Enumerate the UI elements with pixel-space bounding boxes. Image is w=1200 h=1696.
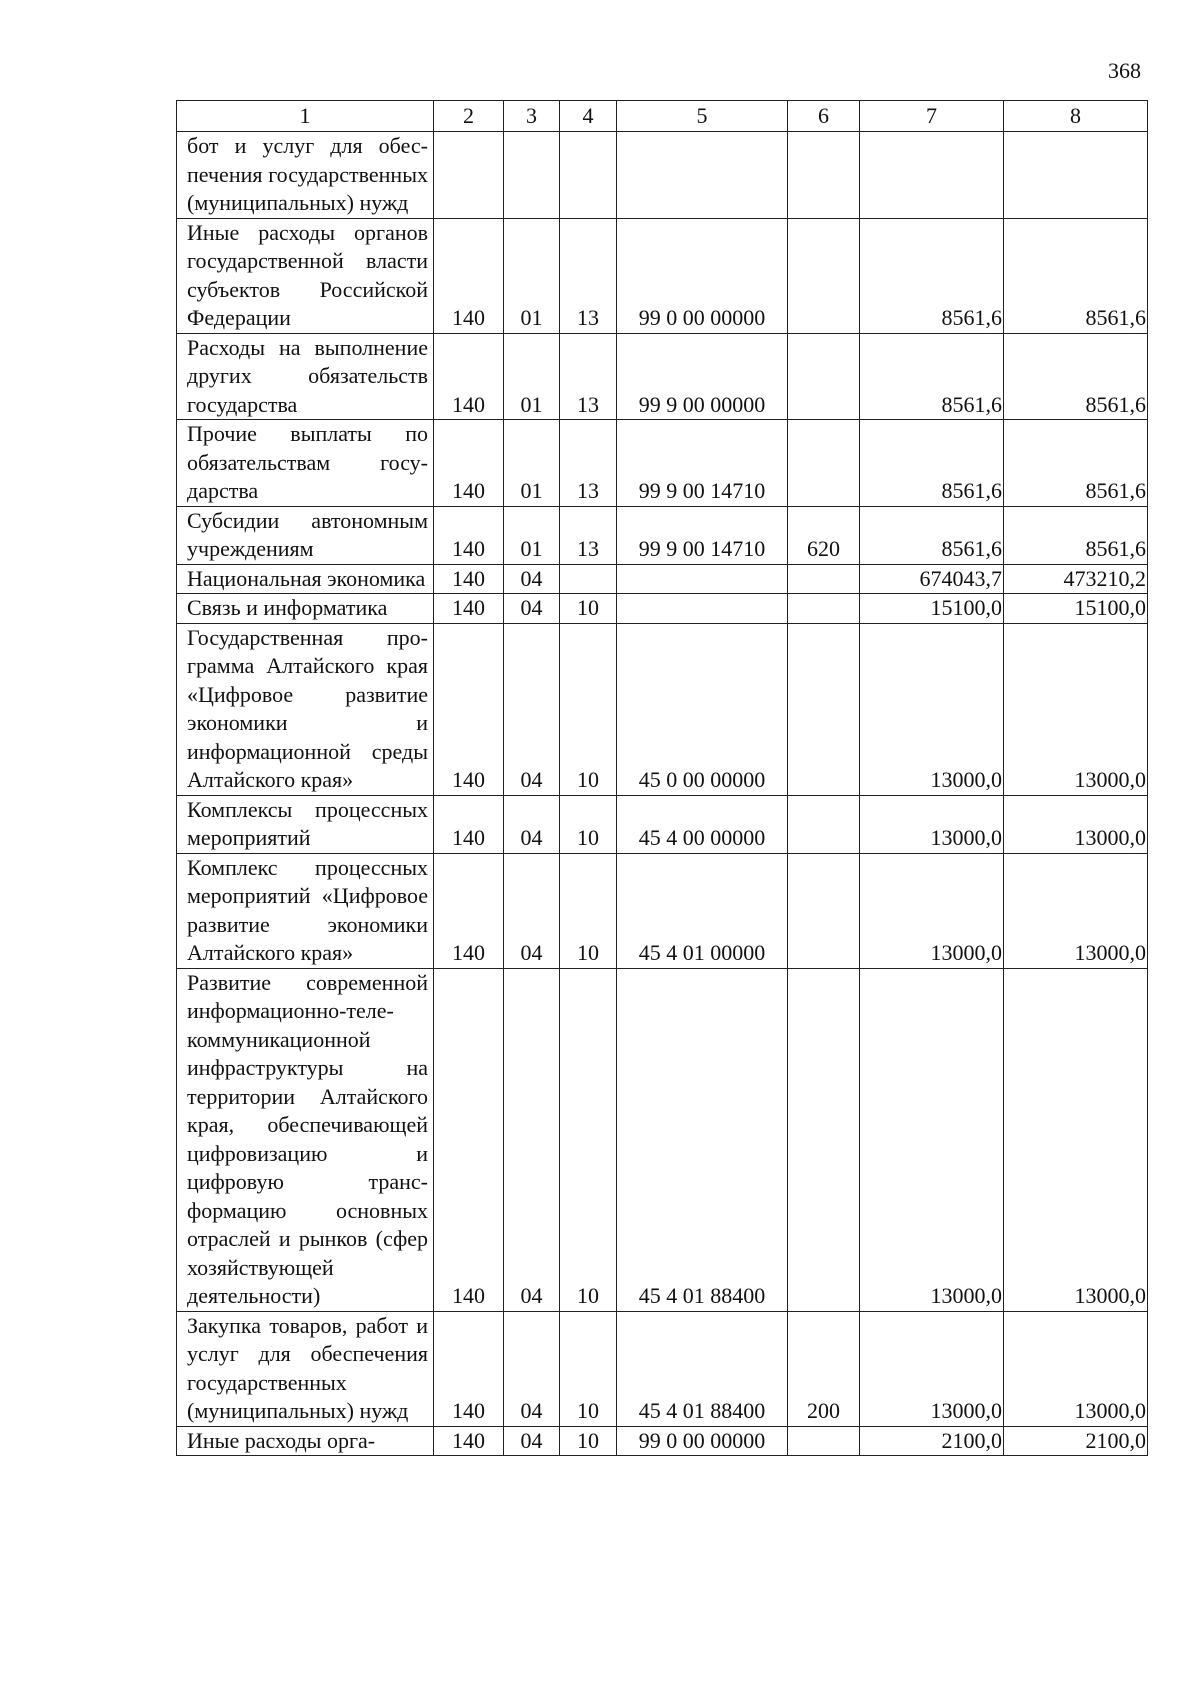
code-section: 04 (504, 1426, 560, 1456)
code-expense-type (788, 218, 860, 333)
amount-year-1: 8561,6 (860, 333, 1004, 420)
amount-year-1: 13000,0 (860, 623, 1004, 795)
amount-year-2: 13000,0 (1004, 623, 1148, 795)
column-header-8: 8 (1004, 101, 1148, 132)
code-subsection: 13 (560, 506, 617, 564)
code-subsection: 10 (560, 795, 617, 853)
row-name: Расходы на выполнение других обязательств государства (177, 333, 434, 420)
code-subsection: 13 (560, 333, 617, 420)
code-expense-type (788, 623, 860, 795)
code-expense-type (788, 132, 860, 219)
code-admin: 140 (434, 333, 504, 420)
amount-year-2: 2100,0 (1004, 1426, 1148, 1456)
code-section: 04 (504, 594, 560, 624)
code-target: 45 4 00 00000 (617, 795, 788, 853)
table-row (177, 853, 1148, 968)
amount-year-2: 8561,6 (1004, 420, 1148, 507)
code-subsection: 10 (560, 968, 617, 1311)
code-admin: 140 (434, 853, 504, 968)
amount-year-2: 13000,0 (1004, 795, 1148, 853)
row-name: бот и услуг для обеспечения государственных (муниципальных) нужд (177, 132, 434, 219)
code-section (504, 132, 560, 219)
amount-year-1 (860, 132, 1004, 219)
table-row (177, 623, 1148, 795)
code-subsection: 10 (560, 853, 617, 968)
row-name: Развитие современной информационно-телекоммуникационной инфраструктуры на территории Алтайского края, обеспечивающей цифровизацию и цифровую трансформацию основных отраслей и рынков (сфер хозяйствующей деятельности) (177, 968, 434, 1311)
code-admin: 140 (434, 218, 504, 333)
code-expense-type (788, 594, 860, 624)
amount-year-1: 674043,7 (860, 564, 1004, 594)
code-target: 99 9 00 14710 (617, 506, 788, 564)
code-subsection: 13 (560, 420, 617, 507)
code-subsection (560, 132, 617, 219)
table-row (177, 333, 1148, 420)
code-target: 99 9 00 14710 (617, 420, 788, 507)
amount-year-2: 13000,0 (1004, 1311, 1148, 1426)
code-expense-type (788, 1426, 860, 1456)
amount-year-2: 8561,6 (1004, 506, 1148, 564)
row-name: Прочие выплаты по обязательствам государства (177, 420, 434, 507)
code-expense-type (788, 564, 860, 594)
table-row (177, 132, 1148, 219)
code-target (617, 564, 788, 594)
amount-year-2: 15100,0 (1004, 594, 1148, 624)
row-name: Иные расходы орга- (177, 1426, 434, 1456)
row-name: Государственная программа Алтайского края «Цифровое развитие экономики и информационной среды Алтайского края» (177, 623, 434, 795)
code-expense-type (788, 968, 860, 1311)
column-header-1: 1 (177, 101, 434, 132)
amount-year-1: 8561,6 (860, 218, 1004, 333)
column-header-2: 2 (434, 101, 504, 132)
column-header-3: 3 (504, 101, 560, 132)
column-header-7: 7 (860, 101, 1004, 132)
amount-year-1: 13000,0 (860, 853, 1004, 968)
code-section: 04 (504, 1311, 560, 1426)
code-admin: 140 (434, 594, 504, 624)
code-target: 99 0 00 00000 (617, 1426, 788, 1456)
code-expense-type: 620 (788, 506, 860, 564)
amount-year-2 (1004, 132, 1148, 219)
code-expense-type (788, 420, 860, 507)
amount-year-2: 13000,0 (1004, 968, 1148, 1311)
amount-year-1: 13000,0 (860, 795, 1004, 853)
row-name: Комплекс процессных мероприятий «Цифровое развитие экономики Алтайского края» (177, 853, 434, 968)
code-target: 45 4 01 88400 (617, 1311, 788, 1426)
table-row (177, 968, 1148, 1311)
table-row (177, 1426, 1148, 1456)
code-expense-type (788, 795, 860, 853)
code-section: 04 (504, 564, 560, 594)
code-section: 01 (504, 218, 560, 333)
amount-year-2: 13000,0 (1004, 853, 1148, 968)
row-name: Иные расходы органов государственной власти субъектов Российской Федерации (177, 218, 434, 333)
amount-year-2: 8561,6 (1004, 333, 1148, 420)
table-row (177, 564, 1148, 594)
amount-year-1: 2100,0 (860, 1426, 1004, 1456)
code-target: 99 9 00 00000 (617, 333, 788, 420)
amount-year-2: 473210,2 (1004, 564, 1148, 594)
code-admin: 140 (434, 795, 504, 853)
code-section: 04 (504, 795, 560, 853)
row-name: Субсидии автономным учреждениям (177, 506, 434, 564)
code-expense-type: 200 (788, 1311, 860, 1426)
table-row (177, 795, 1148, 853)
column-header-6: 6 (788, 101, 860, 132)
code-admin: 140 (434, 564, 504, 594)
code-subsection: 10 (560, 1426, 617, 1456)
table-row (177, 506, 1148, 564)
code-subsection (560, 564, 617, 594)
budget-table (176, 100, 1148, 1456)
amount-year-1: 8561,6 (860, 506, 1004, 564)
row-name: Связь и информатика (177, 594, 434, 624)
code-admin (434, 132, 504, 219)
amount-year-1: 15100,0 (860, 594, 1004, 624)
code-section: 04 (504, 623, 560, 795)
code-target (617, 594, 788, 624)
code-admin: 140 (434, 1311, 504, 1426)
code-target: 45 4 01 00000 (617, 853, 788, 968)
amount-year-1: 13000,0 (860, 968, 1004, 1311)
code-target (617, 132, 788, 219)
table-row (177, 218, 1148, 333)
column-header-4: 4 (560, 101, 617, 132)
code-section: 04 (504, 968, 560, 1311)
code-section: 01 (504, 506, 560, 564)
table-row (177, 594, 1148, 624)
table-header-row (177, 101, 1148, 132)
row-name: Национальная экономика (177, 564, 434, 594)
row-name: Закупка товаров, работ и услуг для обеспечения государственных (муниципальных) нужд (177, 1311, 434, 1426)
code-admin: 140 (434, 1426, 504, 1456)
row-name: Комплексы процессных мероприятий (177, 795, 434, 853)
code-target: 45 4 01 88400 (617, 968, 788, 1311)
code-admin: 140 (434, 623, 504, 795)
column-header-5: 5 (617, 101, 788, 132)
code-section: 04 (504, 853, 560, 968)
amount-year-1: 13000,0 (860, 1311, 1004, 1426)
code-admin: 140 (434, 420, 504, 507)
code-target: 45 0 00 00000 (617, 623, 788, 795)
code-target: 99 0 00 00000 (617, 218, 788, 333)
table-row (177, 420, 1148, 507)
code-expense-type (788, 853, 860, 968)
code-expense-type (788, 333, 860, 420)
table-row (177, 1311, 1148, 1426)
code-section: 01 (504, 333, 560, 420)
page-number: 368 (1108, 58, 1141, 83)
code-subsection: 10 (560, 594, 617, 624)
code-subsection: 10 (560, 1311, 617, 1426)
code-admin: 140 (434, 506, 504, 564)
code-subsection: 10 (560, 623, 617, 795)
amount-year-1: 8561,6 (860, 420, 1004, 507)
code-section: 01 (504, 420, 560, 507)
code-admin: 140 (434, 968, 504, 1311)
code-subsection: 13 (560, 218, 617, 333)
amount-year-2: 8561,6 (1004, 218, 1148, 333)
